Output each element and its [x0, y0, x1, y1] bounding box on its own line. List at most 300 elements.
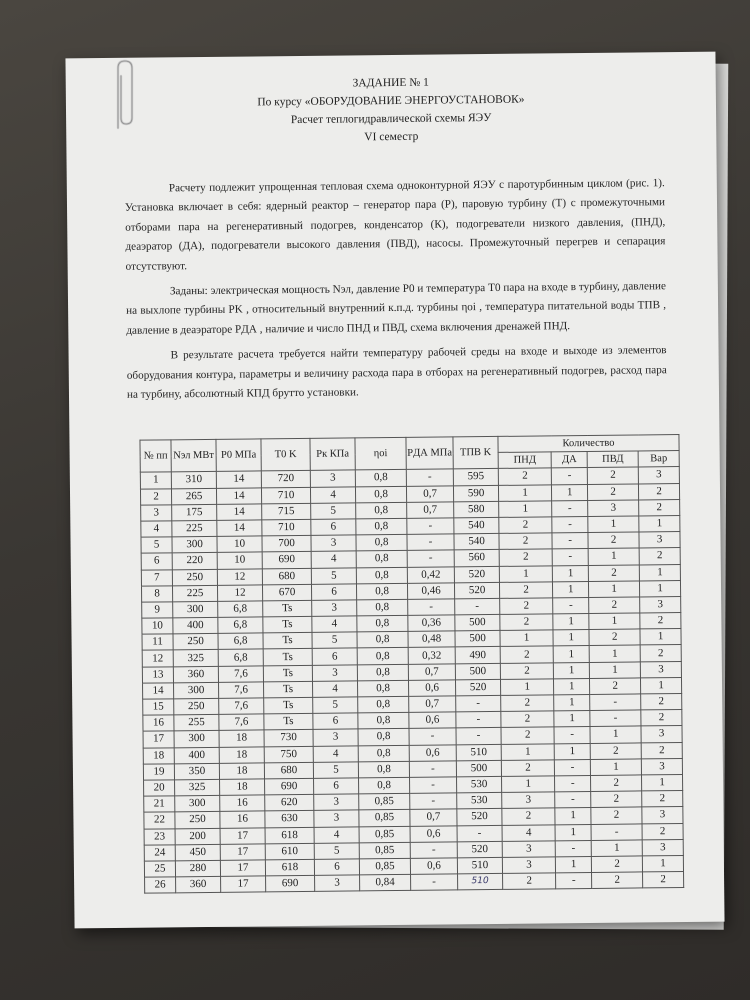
table-cell: 450 [175, 844, 220, 861]
table-cell: 0,6 [410, 858, 457, 875]
table-cell: 250 [173, 634, 218, 651]
table-cell: 0,8 [356, 535, 407, 552]
table-cell: 250 [172, 569, 217, 586]
table-cell: 715 [262, 503, 311, 520]
table-cell: 2 [641, 742, 682, 759]
table-cell: 0,84 [360, 874, 411, 891]
table-cell: 360 [176, 876, 221, 893]
table-cell: 580 [454, 501, 499, 518]
table-cell: 6,8 [218, 601, 263, 618]
table-cell: 15 [143, 699, 174, 716]
table-cell: 2 [639, 483, 680, 500]
table-cell: 11 [142, 634, 173, 651]
table-cell: 1 [553, 581, 589, 598]
table-cell: 4 [312, 681, 357, 698]
table-cell: Ts [263, 649, 312, 666]
table-cell: Ts [264, 681, 313, 698]
table-cell: Ts [263, 633, 312, 650]
table-cell: - [456, 712, 501, 729]
paperclip-icon [110, 58, 140, 133]
table-cell: 0,85 [359, 858, 410, 875]
table-cell: 6 [314, 859, 359, 876]
table-cell: 620 [265, 794, 314, 811]
table-cell: 14 [217, 520, 262, 537]
assignment-title: ЗАДАНИЕ № 1 [352, 76, 429, 90]
table-cell: Ts [263, 600, 312, 617]
table-cell: 2 [502, 808, 555, 825]
table-cell: 200 [175, 828, 220, 845]
table-cell: 1 [555, 824, 591, 841]
table-cell: 0,8 [357, 664, 408, 681]
table-cell: 530 [457, 776, 502, 793]
table-cell: 265 [171, 488, 216, 505]
table-cell: 2 [500, 598, 553, 615]
table-cell: 7 [141, 569, 172, 586]
table-cell: 3 [640, 596, 681, 613]
table-cell: 17 [220, 827, 265, 844]
table-cell: 20 [144, 780, 175, 797]
table-cell: 2 [500, 614, 553, 631]
table-cell: 1 [640, 629, 681, 646]
table-cell: 14 [143, 683, 174, 700]
table-cell: 520 [455, 679, 500, 696]
table-cell: 1 [642, 855, 683, 872]
table-cell: 6 [313, 713, 358, 730]
table-cell: 1 [589, 662, 640, 679]
table-cell: 12 [217, 585, 262, 602]
table-cell: 1 [639, 515, 680, 532]
table-cell: 1 [554, 743, 590, 760]
table-cell: 0,7 [408, 664, 455, 681]
table-cell: 17 [143, 731, 174, 748]
table-cell: 560 [454, 550, 499, 567]
table-cell: 3 [641, 758, 682, 775]
table-cell: 26 [145, 877, 176, 894]
table-cell: 22 [144, 812, 175, 829]
table-cell: 17 [221, 876, 266, 893]
table-cell: 5 [312, 632, 357, 649]
table-cell: 0,8 [358, 696, 409, 713]
table-cell: 360 [173, 666, 218, 683]
table-cell: 3 [588, 500, 639, 517]
table-cell: 4 [310, 486, 355, 503]
table-cell: 1 [639, 564, 680, 581]
table-cell: 18 [143, 747, 174, 764]
table-cell: - [551, 468, 587, 485]
table-cell: 3 [642, 839, 683, 856]
col-da: ДА [551, 452, 587, 469]
table-cell: 0,8 [357, 632, 408, 649]
table-cell: 7,6 [219, 714, 264, 731]
table-cell: 6,8 [218, 633, 263, 650]
table-cell: 300 [172, 536, 217, 553]
table-cell: 1 [589, 645, 640, 662]
table-cell: 0,85 [359, 842, 410, 859]
table-cell: 730 [264, 730, 313, 747]
table-cell: 1 [642, 774, 683, 791]
table-cell: - [455, 598, 500, 615]
table-cell: 2 [592, 872, 643, 889]
table-cell: - [555, 775, 591, 792]
table-cell: 3 [502, 792, 555, 809]
table-cell: 540 [454, 534, 499, 551]
table-cell: 3 [312, 665, 357, 682]
table-cell: 1 [589, 581, 640, 598]
table-cell: 255 [174, 715, 219, 732]
table-cell: 720 [261, 471, 310, 488]
table-cell: 510 [458, 873, 503, 890]
table-cell: 2 [500, 662, 553, 679]
table-cell: 6 [314, 778, 359, 795]
table-cell: - [411, 874, 458, 891]
table-cell: 14 [216, 471, 261, 488]
table-cell: 590 [453, 485, 498, 502]
table-cell: - [407, 550, 454, 567]
table-cell: 2 [639, 548, 680, 565]
table-cell: 1 [640, 580, 681, 597]
table-cell: 16 [143, 715, 174, 732]
table-cell: 4 [312, 616, 357, 633]
table-cell: 1 [588, 516, 639, 533]
table-cell: 2 [503, 873, 556, 890]
table-cell: 300 [174, 682, 219, 699]
table-cell: 5 [313, 697, 358, 714]
table-cell: 0,48 [408, 631, 455, 648]
table-cell: 2 [641, 694, 682, 711]
table-cell: 1 [556, 856, 592, 873]
table-cell: 0,8 [357, 599, 408, 616]
table-cell: 0,8 [358, 729, 409, 746]
table-cell: 690 [262, 552, 311, 569]
table-cell: 595 [453, 469, 498, 486]
table-cell: 25 [144, 861, 175, 878]
table-cell: 2 [591, 775, 642, 792]
col-pvd: ПВД [587, 451, 638, 468]
table-cell: 1 [553, 646, 589, 663]
table-cell: 14 [216, 487, 261, 504]
table-cell: 0,6 [409, 744, 456, 761]
table-cell: 0,6 [410, 825, 457, 842]
table-cell: 520 [454, 566, 499, 583]
table-cell: 0,8 [359, 777, 410, 794]
table-cell: 19 [143, 764, 174, 781]
table-cell: - [410, 793, 457, 810]
table-cell: 0,36 [408, 615, 455, 632]
table-cell: 21 [144, 796, 175, 813]
table-cell: - [554, 727, 590, 744]
table-cell: 5 [311, 503, 356, 520]
table-cell: 0,6 [408, 680, 455, 697]
table-cell: 17 [220, 844, 265, 861]
table-cell: 18 [219, 730, 264, 747]
semester: VI семестр [364, 130, 419, 144]
col-p0: P0 МПа [216, 439, 261, 472]
table-cell: 6 [311, 519, 356, 536]
table-cell: 710 [262, 519, 311, 536]
table-cell: 1 [554, 678, 590, 695]
table-cell: 280 [175, 860, 220, 877]
table-cell: 0,8 [355, 486, 406, 503]
table-cell: 3 [641, 726, 682, 743]
table-cell: - [409, 728, 456, 745]
table-cell: 175 [172, 504, 217, 521]
table-cell: 1 [554, 711, 590, 728]
table-cell: 2 [589, 629, 640, 646]
table-cell: 4 [313, 745, 358, 762]
table-cell: 23 [144, 828, 175, 845]
table-cell: 1 [590, 726, 641, 743]
table-cell: 3 [311, 535, 356, 552]
table-cell: 1 [641, 677, 682, 694]
table-cell: 1 [555, 808, 591, 825]
table-cell: 300 [175, 795, 220, 812]
table-cell: 7,6 [219, 698, 264, 715]
table-cell: - [407, 518, 454, 535]
table-cell: - [590, 694, 641, 711]
table-cell: 670 [262, 584, 311, 601]
table-cell: 0,8 [356, 583, 407, 600]
table-cell: - [409, 761, 456, 778]
table-cell: 5 [311, 567, 356, 584]
table-cell: - [408, 599, 455, 616]
table-cell: 14 [217, 504, 262, 521]
table-cell: Ts [264, 714, 313, 731]
table-cell: 24 [144, 845, 175, 862]
table-cell: 1 [554, 694, 590, 711]
table-cell: 630 [265, 811, 314, 828]
paragraph-2: Заданы: электрическая мощность Nэл, давление P0 и температура T0 пара на входе в турбину, давление на выхлопе турбины PK , относительный внутренний к.п.д. турбины ηoi , температура питательной воды TПВ , давление в деаэраторе PДА , наличие и число ПНД и ПВД, схема включения дренажей ПНД. [126, 280, 667, 337]
table-cell: 0,85 [359, 793, 410, 810]
col-t0: T0 K [261, 438, 310, 471]
table-cell: 0,32 [408, 647, 455, 664]
table-cell: 3 [141, 505, 172, 522]
description-text [125, 174, 667, 411]
table-cell: 10 [142, 618, 173, 635]
table-cell: 710 [261, 487, 310, 504]
table-cell: 610 [265, 843, 314, 860]
table-cell: 7,6 [218, 666, 263, 683]
table-cell: 2 [591, 807, 642, 824]
col-var: Вар [638, 451, 679, 468]
table-cell: 3 [314, 810, 359, 827]
paragraph-3: В результате расчета требуется найти температуру рабочей среды на входе и выходе из элементов оборудования контура, параметры и величину расхода пара в отборах на регенеративный подогрев, расход пара на турбину, абсолютный КПД брутто установки. [126, 344, 667, 401]
table-cell: 5 [313, 762, 358, 779]
table-cell: 2 [499, 533, 552, 550]
table-cell: 225 [172, 520, 217, 537]
table-cell: 0,8 [356, 518, 407, 535]
table-cell: 0,85 [359, 826, 410, 843]
table-cell: 250 [175, 812, 220, 829]
table-cell: - [590, 710, 641, 727]
table-cell: 3 [313, 729, 358, 746]
table-cell: 750 [264, 746, 313, 763]
col-pda: PДА МПа [406, 437, 453, 470]
table-cell: 2 [589, 597, 640, 614]
table-cell: 2 [140, 488, 171, 505]
table-cell: 10 [217, 536, 262, 553]
table-cell: 0,7 [407, 502, 454, 519]
table-cell: 2 [501, 760, 554, 777]
table-cell: Ts [263, 616, 312, 633]
table-cell: 2 [588, 532, 639, 549]
table-cell: - [555, 759, 591, 776]
table-cell: 680 [262, 568, 311, 585]
table-cell: 6,8 [218, 617, 263, 634]
table-cell: 1 [500, 630, 553, 647]
table-cell: 530 [457, 793, 502, 810]
table-cell: 6 [311, 584, 356, 601]
assignment-subject: Расчет теплогидравлической схемы ЯЭУ [290, 111, 492, 127]
table-cell: 16 [220, 811, 265, 828]
table-cell: 1 [590, 759, 641, 776]
table-cell: 2 [499, 549, 552, 566]
table-cell: 1 [499, 565, 552, 582]
table-cell: - [552, 549, 588, 566]
table-cell: - [552, 500, 588, 517]
table-cell: 225 [172, 585, 217, 602]
table-cell: 3 [315, 875, 360, 892]
table-cell: 1 [502, 776, 555, 793]
table-cell: 1 [499, 501, 552, 518]
table-cell: 2 [591, 791, 642, 808]
table-cell: - [456, 728, 501, 745]
col-quantity: Количество [498, 435, 679, 453]
col-nel: Nэл МВт [171, 439, 216, 472]
paragraph-1: Расчету подлежит упрощенная тепловая схема одноконтурной ЯЭУ с паротурбинным циклом (рис. 1). Установка включает в себя: ядерный реактор – генератор пара (Р), паровую турбину (Т) с промежуточными отборами пара на регенеративный подогрев, конденсатор (К), подогреватели низкого давления, (ПНД), деаэратор (ДА), подогреватели высокого давления (ПВД), насосы. Промежуточный перегрев и сепарация отсутствуют. [124, 177, 666, 273]
table-cell: 0,8 [357, 615, 408, 632]
table-cell: 680 [264, 762, 313, 779]
table-cell: - [553, 597, 589, 614]
table-cell: 1 [588, 548, 639, 565]
table-cell: 250 [174, 698, 219, 715]
table-cell: 520 [457, 841, 502, 858]
table-cell: 500 [455, 631, 500, 648]
table-cell: 0,8 [357, 680, 408, 697]
table-cell: 3 [640, 661, 681, 678]
table-cell: 3 [310, 470, 355, 487]
table-cell: 5 [141, 537, 172, 554]
table-cell: 0,85 [359, 810, 410, 827]
table-cell: 2 [640, 645, 681, 662]
table-cell: 1 [553, 614, 589, 631]
table-cell: 325 [173, 650, 218, 667]
table-cell: 0,8 [356, 567, 407, 584]
table-cell: 2 [501, 711, 554, 728]
table-cell: - [456, 695, 501, 712]
table-cell: 220 [172, 553, 217, 570]
table-cell: 8 [141, 586, 172, 603]
table-cell: 500 [455, 663, 500, 680]
table-cell: - [406, 469, 453, 486]
table-cell: 6,8 [218, 649, 263, 666]
table-cell: 10 [217, 552, 262, 569]
table-cell: 2 [499, 582, 552, 599]
table-cell: 1 [501, 743, 554, 760]
table-cell: - [410, 777, 457, 794]
table-cell: 0,42 [407, 566, 454, 583]
table-cell: Ts [264, 697, 313, 714]
table-cell: 9 [142, 602, 173, 619]
table-cell: 2 [642, 823, 683, 840]
table-cell: 1 [591, 840, 642, 857]
table-cell: 310 [171, 472, 216, 489]
table-cell: 2 [590, 678, 641, 695]
table-cell: 490 [455, 647, 500, 664]
table-cell: 690 [265, 778, 314, 795]
col-pk: Pк КПа [310, 438, 355, 471]
table-cell: - [591, 823, 642, 840]
table-cell: 300 [173, 601, 218, 618]
table-cell: 17 [220, 860, 265, 877]
table-cell: 1 [553, 565, 589, 582]
table-cell: 350 [174, 763, 219, 780]
table-cell: 3 [314, 794, 359, 811]
course-name: По курсу «ОБОРУДОВАНИЕ ЭНЕРГОУСТАНОВОК» [257, 93, 525, 109]
table-cell: 500 [456, 760, 501, 777]
paper-sheet [65, 52, 724, 929]
table-cell: 1 [140, 472, 171, 489]
table-cell: 2 [591, 856, 642, 873]
table-cell: 0,8 [358, 745, 409, 762]
table-cell: 520 [454, 582, 499, 599]
table-cell: 2 [640, 613, 681, 630]
table-cell: 18 [220, 779, 265, 796]
table-cell: 16 [220, 795, 265, 812]
table-cell: 2 [500, 646, 553, 663]
table-cell: 1 [554, 662, 590, 679]
table-cell: 325 [175, 779, 220, 796]
table-cell: 618 [265, 859, 314, 876]
col-tpv: TПВ K [453, 436, 498, 469]
table-cell: - [410, 842, 457, 859]
table-cell: 0,7 [409, 696, 456, 713]
table-cell: - [555, 840, 591, 857]
table-cell: 0,8 [355, 470, 406, 487]
table-cell: 700 [262, 536, 311, 553]
table-cell: 690 [266, 875, 315, 892]
table-cell: 400 [173, 617, 218, 634]
table-cell: 2 [501, 695, 554, 712]
table-cell: 1 [552, 484, 588, 501]
table-cell: 0,8 [358, 713, 409, 730]
table-cell: 500 [455, 614, 500, 631]
table-cell: 2 [587, 467, 638, 484]
table-cell: 3 [642, 807, 683, 824]
table-cell: - [457, 825, 502, 842]
table-cell: 1 [589, 613, 640, 630]
table-cell: 1 [500, 679, 553, 696]
table-cell: 4 [141, 521, 172, 538]
table-cell: 520 [457, 809, 502, 826]
table-cell: 0,8 [358, 761, 409, 778]
table-cell: 18 [219, 763, 264, 780]
col-eta: ηoi [355, 437, 406, 470]
col-num: № пп [140, 440, 171, 473]
table-cell: 540 [454, 517, 499, 534]
table-cell: 400 [174, 747, 219, 764]
table-cell: 300 [174, 731, 219, 748]
table-cell: 12 [217, 568, 262, 585]
table-cell: 3 [502, 857, 555, 874]
col-pnd: ПНД [498, 452, 551, 469]
table-cell: - [555, 792, 591, 809]
table-cell: - [552, 533, 588, 550]
table-cell: 510 [456, 744, 501, 761]
table-cell: 4 [314, 826, 359, 843]
table-cell: 0,6 [409, 712, 456, 729]
table-cell: 7,6 [219, 682, 264, 699]
table-cell: 0,8 [356, 502, 407, 519]
